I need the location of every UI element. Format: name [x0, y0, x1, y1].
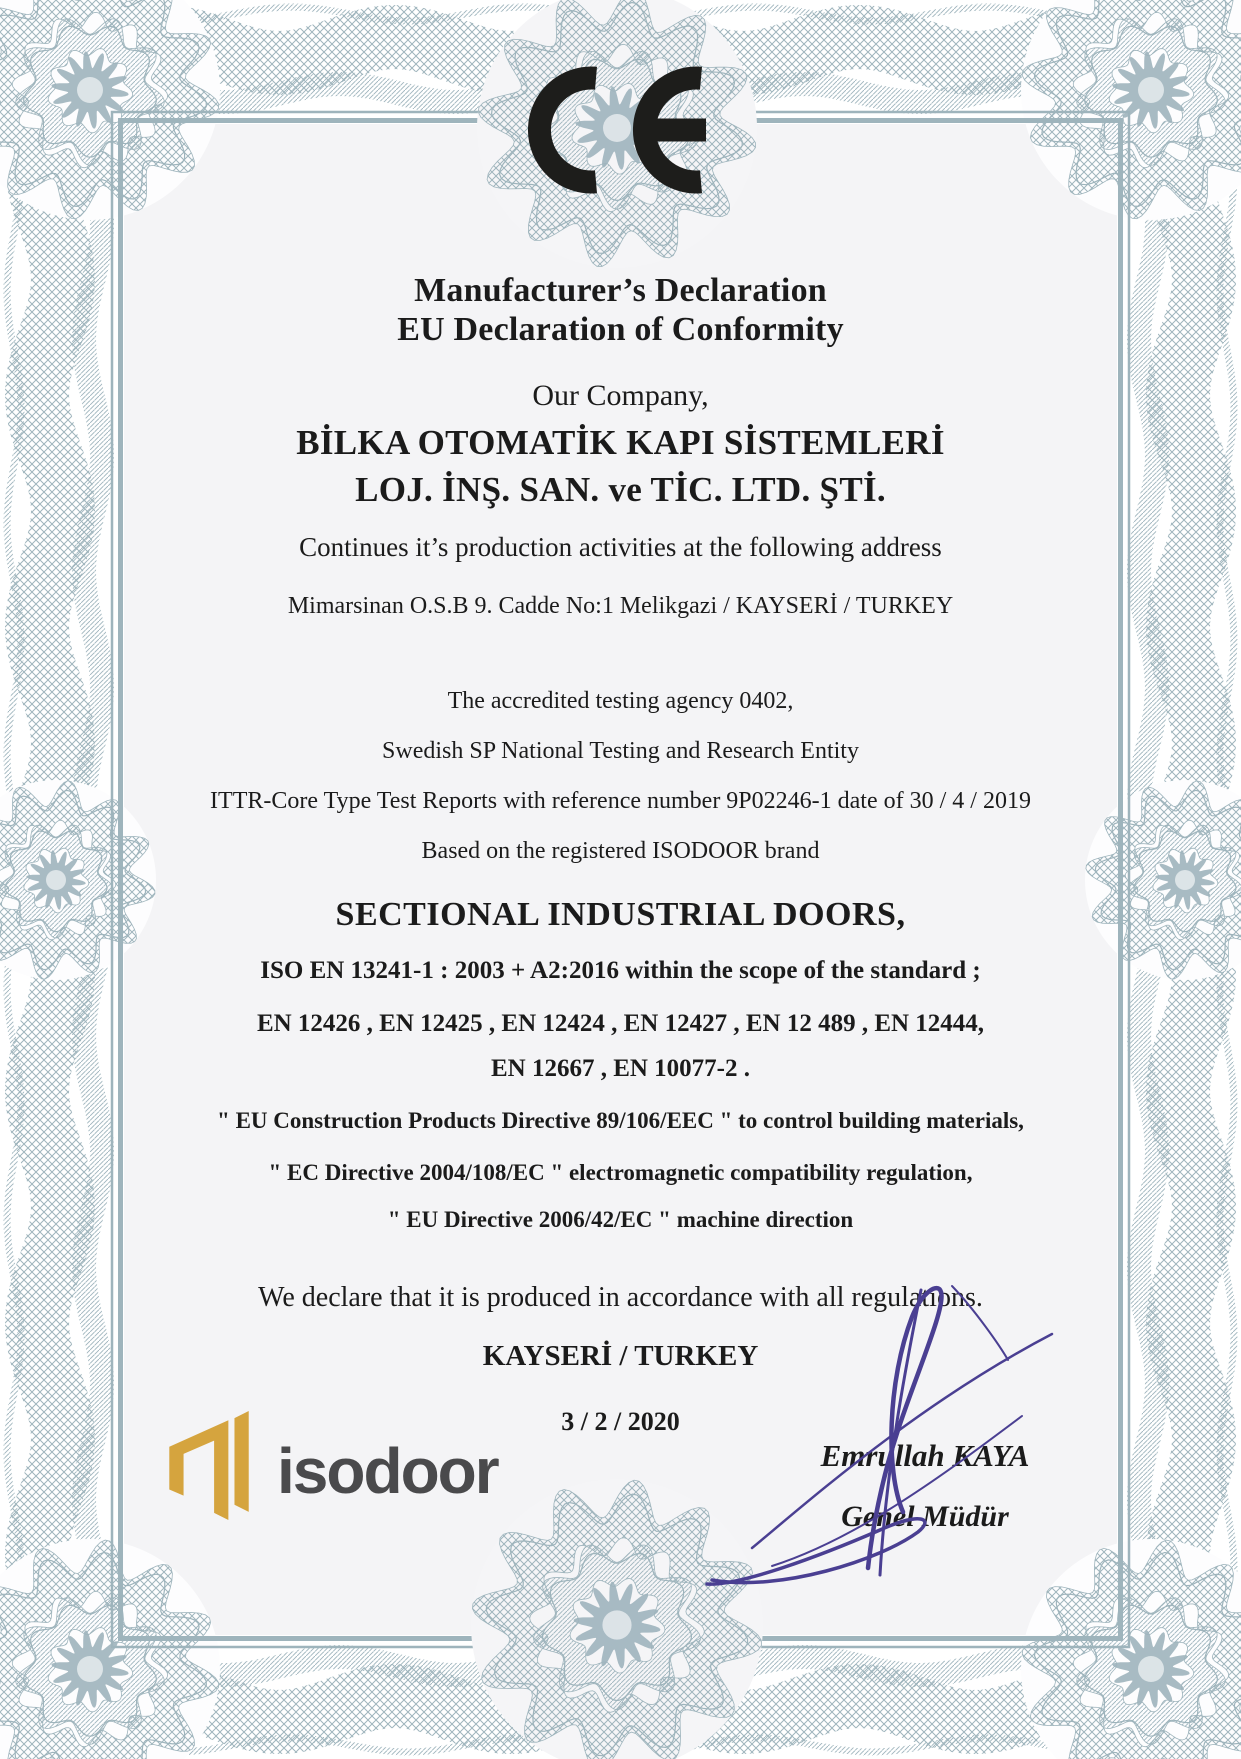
title-line-2: EU Declaration of Conformity: [397, 311, 844, 348]
date-line: 3 / 2 / 2020: [561, 1407, 680, 1436]
address-intro: Continues it’s production activities at the following address: [299, 532, 942, 562]
product-title: SECTIONAL INDUSTRIAL DOORS,: [335, 896, 906, 933]
signer-name: Emrullah KAYA: [820, 1438, 1030, 1473]
isodoor-logo: [157, 1408, 498, 1520]
title-line-1: Manufacturer’s Declaration: [414, 272, 827, 309]
standards-line-2: EN 12667 , EN 10077-2 .: [490, 1055, 751, 1082]
directive-line-3: " EU Directive 2006/42/EC " machine direction: [387, 1207, 854, 1232]
directive-line-2: " EC Directive 2004/108/EC " electromagnetic compatibility regulation,: [268, 1160, 973, 1185]
ce-mark-icon: [480, 56, 760, 206]
standards-line-1: EN 12426 , EN 12425 , EN 12424 , EN 12427 , EN 12 489 , EN 12444,: [256, 1010, 985, 1037]
test-report-line: ITTR-Core Type Test Reports with reference number 9P02246-1 date of 30 / 4 / 2019: [210, 788, 1031, 814]
agency-line-1: The accredited testing agency 0402,: [447, 688, 794, 714]
isodoor-logo-text: isodoor: [277, 1435, 498, 1507]
directive-line-1: " EU Construction Products Directive 89/106/EEC " to control building materials,: [217, 1108, 1024, 1133]
agency-line-2: Swedish SP National Testing and Research Entity: [382, 738, 859, 764]
company-name-line-2: LOJ. İNŞ. SAN. ve TİC. LTD. ŞTİ.: [355, 470, 886, 509]
isodoor-door-icon: [157, 1408, 259, 1520]
signature-scrawl: [650, 1265, 1080, 1595]
brand-line: Based on the registered ISODOOR brand: [421, 838, 820, 864]
company-name-line-1: BİLKA OTOMATİK KAPI SİSTEMLERİ: [296, 423, 945, 462]
intro-line: Our Company,: [532, 379, 709, 412]
address-line: Mimarsinan O.S.B 9. Cadde No:1 Melikgazi / KAYSERİ / TURKEY: [287, 593, 954, 619]
place-line: KAYSERİ / TURKEY: [482, 1340, 759, 1372]
declaration-line: We declare that it is produced in accordance with all regulations.: [258, 1282, 983, 1313]
standards-intro: ISO EN 13241-1 : 2003 + A2:2016 within the scope of the standard ;: [260, 957, 981, 984]
signer-title: Genel Müdür: [841, 1500, 1009, 1533]
